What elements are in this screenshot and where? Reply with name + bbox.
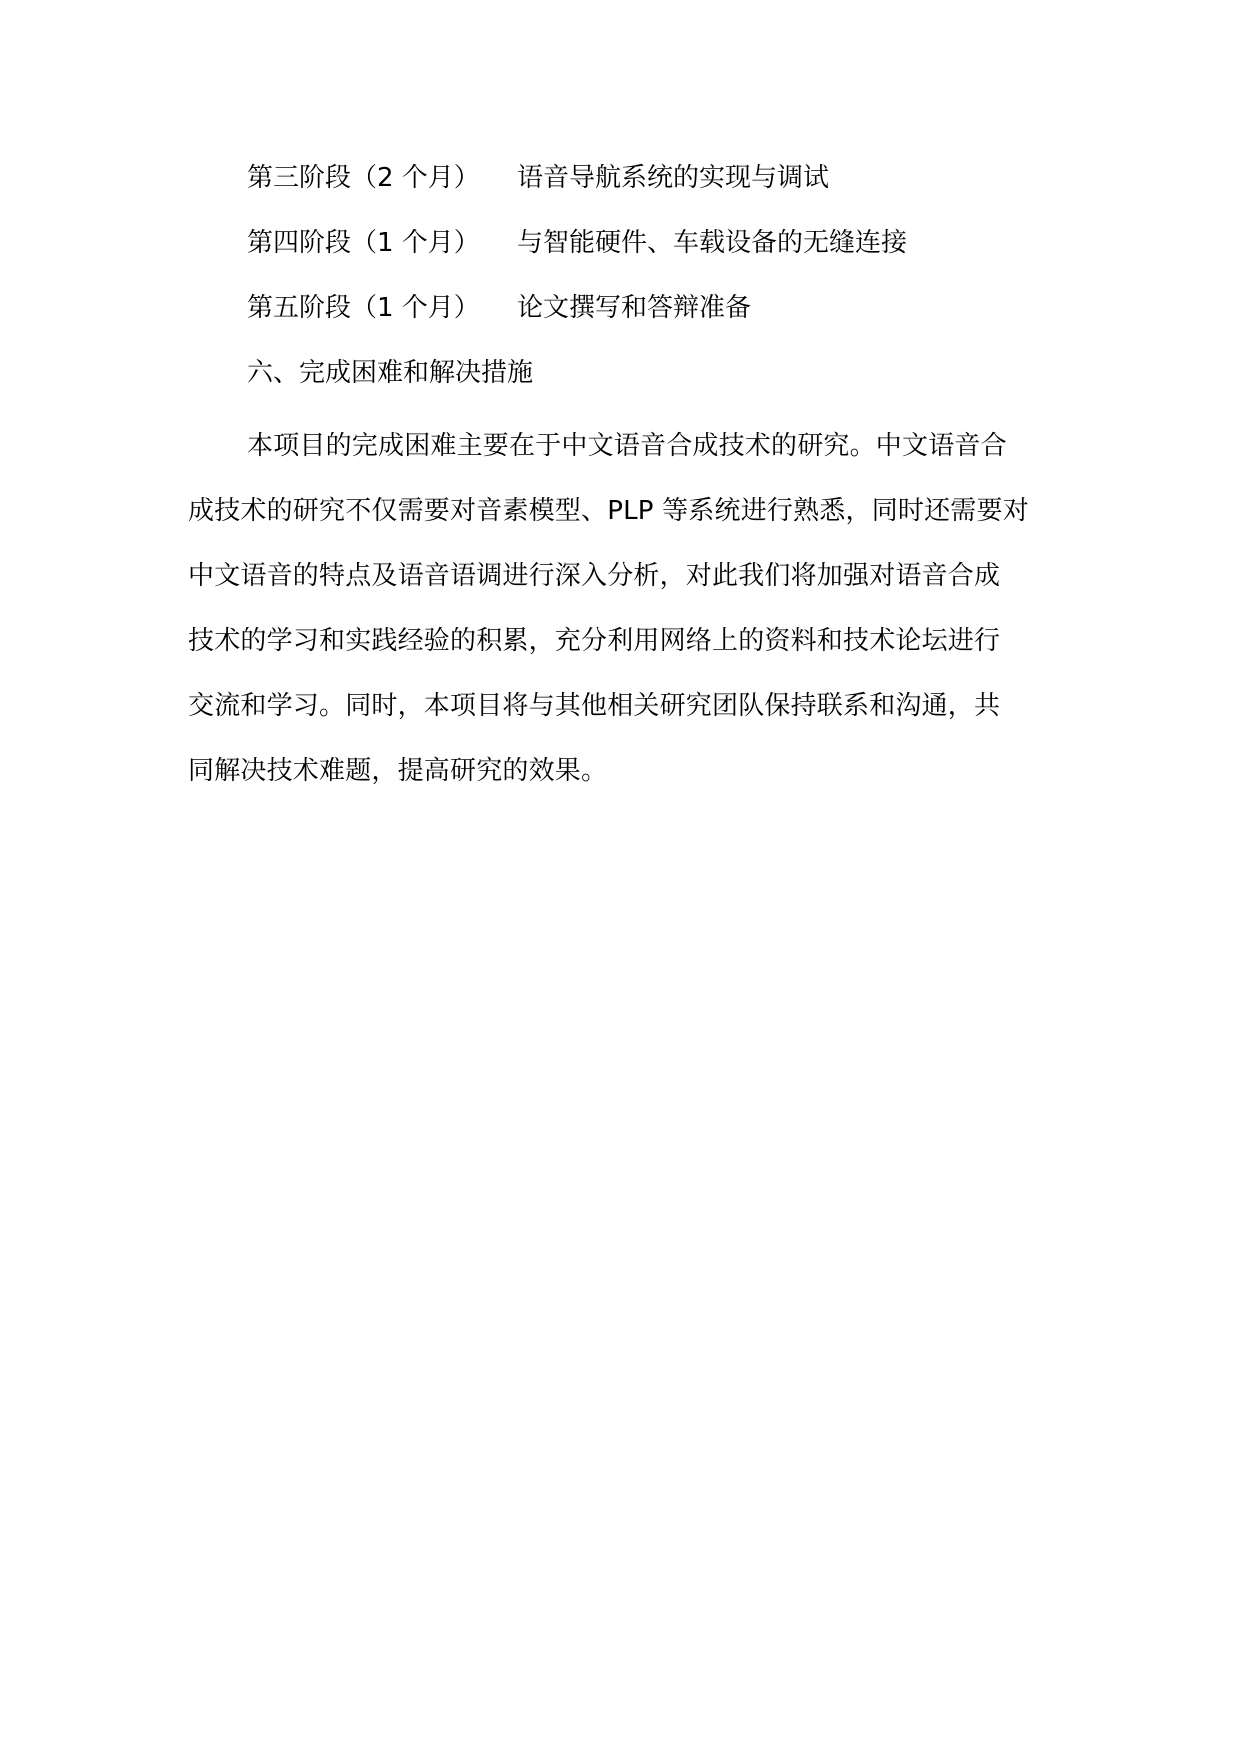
schedule-task: 语音导航系统的实现与调试 (517, 163, 830, 193)
section-heading: 六、完成困难和解决措施 (247, 358, 534, 388)
paragraph-line: 本项目的完成困难主要在于中文语音合成技术的研究。中文语音合 (247, 431, 1007, 461)
schedule-list (247, 155, 1097, 350)
schedule-task: 与智能硬件、车载设备的无缝连接 (517, 228, 908, 258)
paragraph-line: 交流和学习。同时，本项目将与其他相关研究团队保持联系和沟通，共 (188, 691, 1001, 721)
schedule-task: 论文撰写和答辩准备 (517, 293, 752, 323)
schedule-row (247, 285, 1097, 350)
schedule-row (247, 155, 1097, 220)
schedule-period: 第三阶段（2 个月） (247, 163, 480, 193)
schedule-period: 第四阶段（1 个月） (247, 228, 480, 258)
paragraph-line: 成技术的研究不仅需要对音素模型、PLP 等系统进行熟悉，同时还需要对 (188, 496, 1029, 526)
paragraph-line: 同解决技术难题，提高研究的效果。 (188, 756, 608, 786)
paragraph-line: 技术的学习和实践经验的积累，充分利用网络上的资料和技术论坛进行 (188, 626, 1001, 656)
body-paragraph (188, 414, 1057, 804)
schedule-period: 第五阶段（1 个月） (247, 293, 480, 323)
paragraph-line: 中文语音的特点及语音语调进行深入分析，对此我们将加强对语音合成 (188, 561, 1001, 591)
schedule-row (247, 220, 1097, 285)
